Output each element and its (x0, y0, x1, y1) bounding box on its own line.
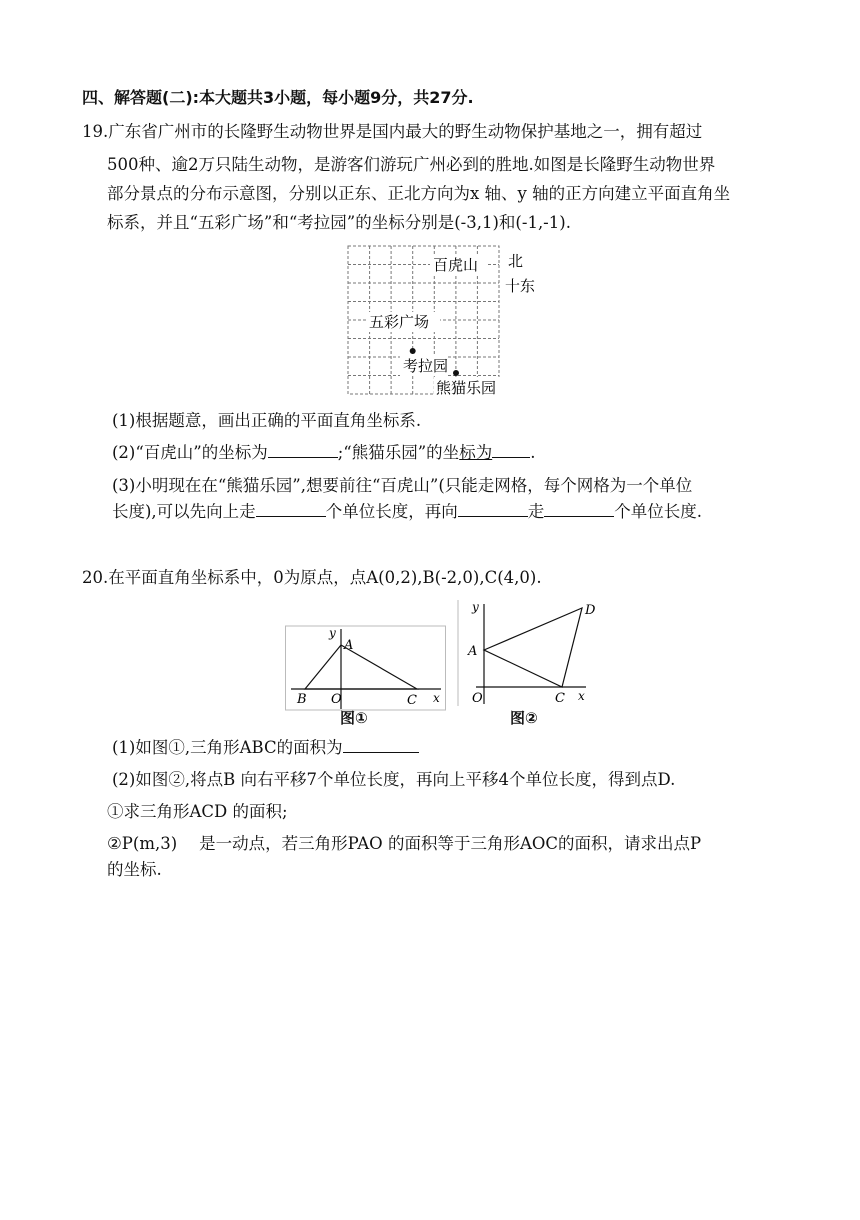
q19-part-2: (2)“百虎山”的坐标为 ;“熊猫乐园”的坐标为 . (112, 443, 536, 462)
q20-stem: 20.在平面直角坐标系中，0为原点，点A(0,2),B(-2,0),C(4,0). (82, 568, 542, 587)
q19-part-1: (1)根据题意，画出正确的平面直角坐标系. (112, 411, 422, 430)
answer-blank-baihushan[interactable] (268, 441, 338, 458)
q20-part-1: (1)如图①,三角形ABC的面积为 (112, 736, 419, 760)
svg-text:B: B (297, 692, 307, 707)
q19-line-4: 标系，并且“五彩广场”和“考拉园”的坐标分别是(-3,1)和(-1,-1). (107, 213, 571, 232)
svg-text:y: y (329, 626, 336, 640)
section-header: 四、解答题(二):本大题共3小题，每小题9分，共27分. (82, 88, 474, 107)
q20-part-2: (2)如图②,将点B 向右平移7个单位长度，再向上平移4个单位长度，得到点D. (112, 770, 676, 789)
triangle-abc (305, 645, 417, 689)
q20-figure-2 (456, 598, 596, 708)
label-xiongmao-leyuan: 熊猫乐园 (436, 379, 497, 397)
svg-text:D: D (585, 603, 596, 618)
svg-text:C: C (555, 691, 565, 706)
q19-map-figure (340, 240, 560, 400)
q19-line-1 (82, 120, 702, 144)
label-wucai-guangchang: 五彩广场 (369, 313, 430, 331)
svg-text:O: O (331, 692, 342, 707)
svg-text:O: O (472, 691, 483, 706)
point-xiongmao (453, 370, 459, 376)
figure-1-caption: 图① (340, 709, 368, 727)
answer-blank-area-abc[interactable] (343, 736, 419, 753)
compass-east: 十东 (505, 277, 536, 295)
q19-text-1: 广东省广州市的长隆野生动物世界是国内最大的野生动物保护基地之一，拥有超过 (108, 122, 703, 141)
q20-figure-1 (285, 625, 447, 711)
label-baihushan: 百虎山 (433, 256, 479, 274)
q19-line-2: 500种、逾2万只陆生动物，是游客们游玩广州必到的胜地.如图是长隆野生动物世界 (107, 155, 716, 174)
svg-text:A: A (344, 638, 354, 653)
q19-part-3-line-2: 长度),可以先向上走 个单位长度，再向 走 个单位长度. (112, 502, 702, 521)
compass-north: 北 (508, 252, 524, 270)
svg-text:C: C (407, 693, 417, 708)
q19-line-3: 部分景点的分布示意图，分别以正东、正北方向为x 轴、y 轴的正方向建立平面直角坐 (107, 184, 731, 203)
answer-blank-up[interactable] (256, 500, 326, 517)
label-kaolayuan: 考拉园 (403, 357, 449, 375)
svg-text:x: x (578, 689, 585, 703)
answer-blank-units[interactable] (544, 500, 614, 517)
q20-sub-2-cont: 的坐标. (107, 860, 162, 879)
svg-text:x: x (433, 691, 440, 705)
q20-sub-2: ②P(m,3) 是一动点，若三角形PAO 的面积等于三角形AOC的面积，请求出点P (107, 834, 702, 853)
q19-part-3-line-1: (3)小明现在在“熊猫乐园”,想要前往“百虎山”(只能走网格，每个网格为一个单位 (112, 476, 693, 495)
q20-number: 20. (82, 568, 109, 587)
point-kaola (410, 348, 416, 354)
q19-number: 19. (82, 122, 109, 141)
svg-text:y: y (472, 600, 479, 614)
answer-blank-direction[interactable] (458, 500, 528, 517)
q20-sub-1: ①求三角形ACD 的面积; (107, 802, 288, 821)
figure-2-caption: 图② (510, 709, 538, 727)
svg-text:A: A (468, 644, 478, 659)
answer-blank-xiongmao[interactable] (492, 441, 530, 458)
triangle-acd (484, 608, 582, 687)
